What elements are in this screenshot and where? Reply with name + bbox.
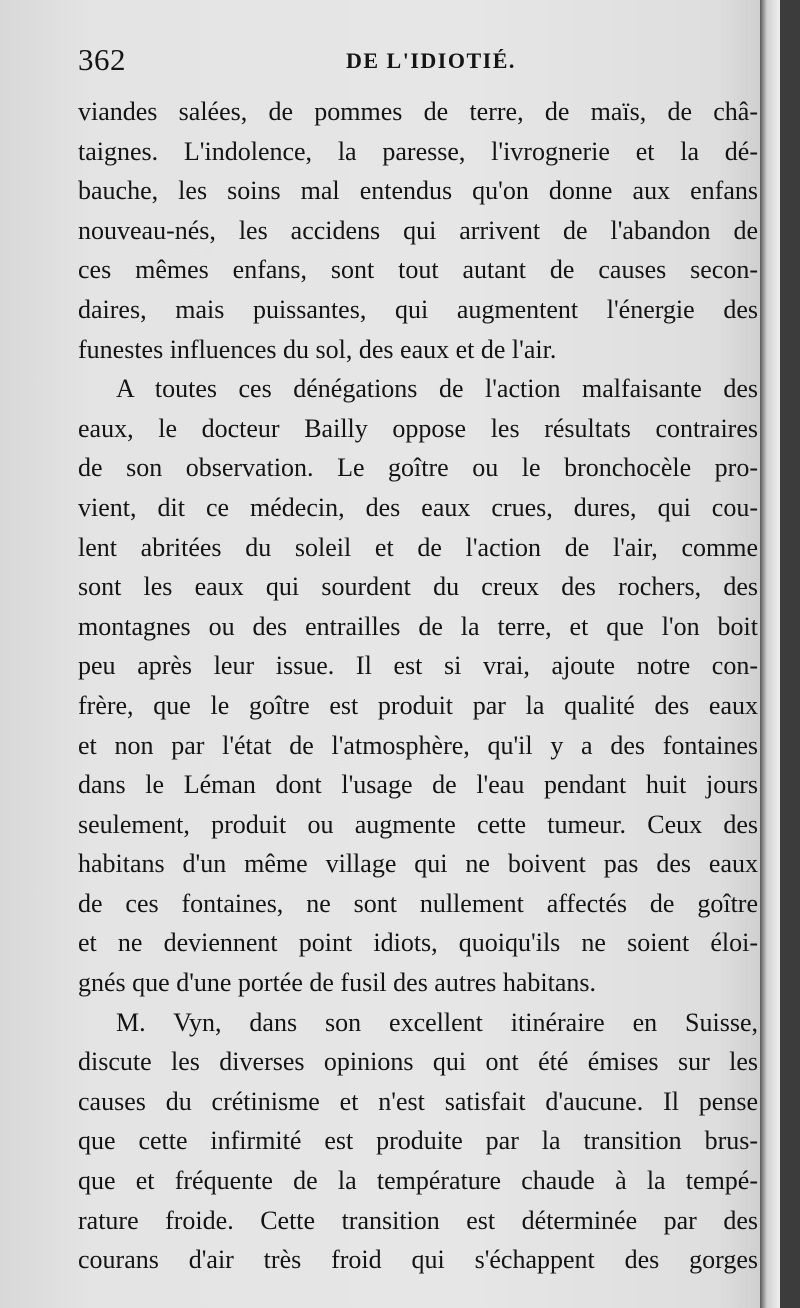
text-line: dans le Léman dont l'usage de l'eau pendant huit jours [78,770,758,800]
text-line: gnés que d'une portée de fusil des autres habitans. [78,968,597,998]
text-line: funestes influences du sol, des eaux et de l'air. [78,334,557,364]
text-line: de son observation. Le goître ou le bronchocèle pro- [78,453,758,483]
text-line: rature froide. Cette transition est déterminée par des [78,1205,758,1235]
text-line: habitans d'un même village qui ne boivent pas des eaux [78,849,758,879]
text-line: nouveau-nés, les accidens qui arrivent de l'abandon de [78,215,758,245]
text-line: vient, dit ce médecin, des eaux crues, dures, qui cou- [78,492,758,522]
text-line: lent abritées du soleil et de l'action de l'air, comme [78,532,758,562]
text-line: ces mêmes enfans, sont tout autant de causes secon- [78,255,758,285]
text-line: seulement, produit ou augmente cette tumeur. Ceux des [78,809,758,839]
text-line: et ne deviennent point idiots, quoiqu'ils ne soient éloi- [78,928,758,958]
text-line: discute les diverses opinions qui ont été émises sur les [78,1047,758,1077]
paragraph-first-line: A toutes ces dénégations de l'action malfaisante des [116,374,758,404]
text-line: daires, mais puissantes, qui augmentent l'énergie des [78,294,758,324]
page-number: 362 [78,42,126,77]
text-line: courans d'air très froid qui s'échappent des gorges [78,1245,758,1275]
page-edge-shadow [760,0,780,1308]
running-head [78,42,758,82]
text-line: taignes. L'indolence, la paresse, l'ivrognerie et la dé- [78,136,758,166]
text-line: que et fréquente de la température chaude à la tempé- [78,1166,758,1196]
text-line: frère, que le goître est produit par la qualité des eaux [78,690,758,720]
text-line: peu après leur issue. Il est si vrai, ajoute notre con- [78,651,758,681]
running-title: DE L'IDIOTIÉ. [346,48,516,73]
body-text [78,92,758,1280]
text-line: montagnes ou des entrailles de la terre, et que l'on boit [78,611,758,641]
paragraph-first-line: M. Vyn, dans son excellent itinéraire en Suisse, [116,1007,758,1037]
text-line: bauche, les soins mal entendus qu'on donne aux enfans [78,176,758,206]
text-line: viandes salées, de pommes de terre, de maïs, de châ- [78,97,758,126]
text-line: eaux, le docteur Bailly oppose les résultats contraires [78,413,758,443]
text-line: causes du crétinisme et n'est satisfait d'aucune. Il pense [78,1086,758,1116]
text-line: que cette infirmité est produite par la transition brus- [78,1126,758,1156]
text-line: et non par l'état de l'atmosphère, qu'il y a des fontaines [78,730,758,760]
text-line: sont les eaux qui sourdent du creux des rochers, des [78,572,758,602]
text-line: de ces fontaines, ne sont nullement affectés de goître [78,888,758,918]
